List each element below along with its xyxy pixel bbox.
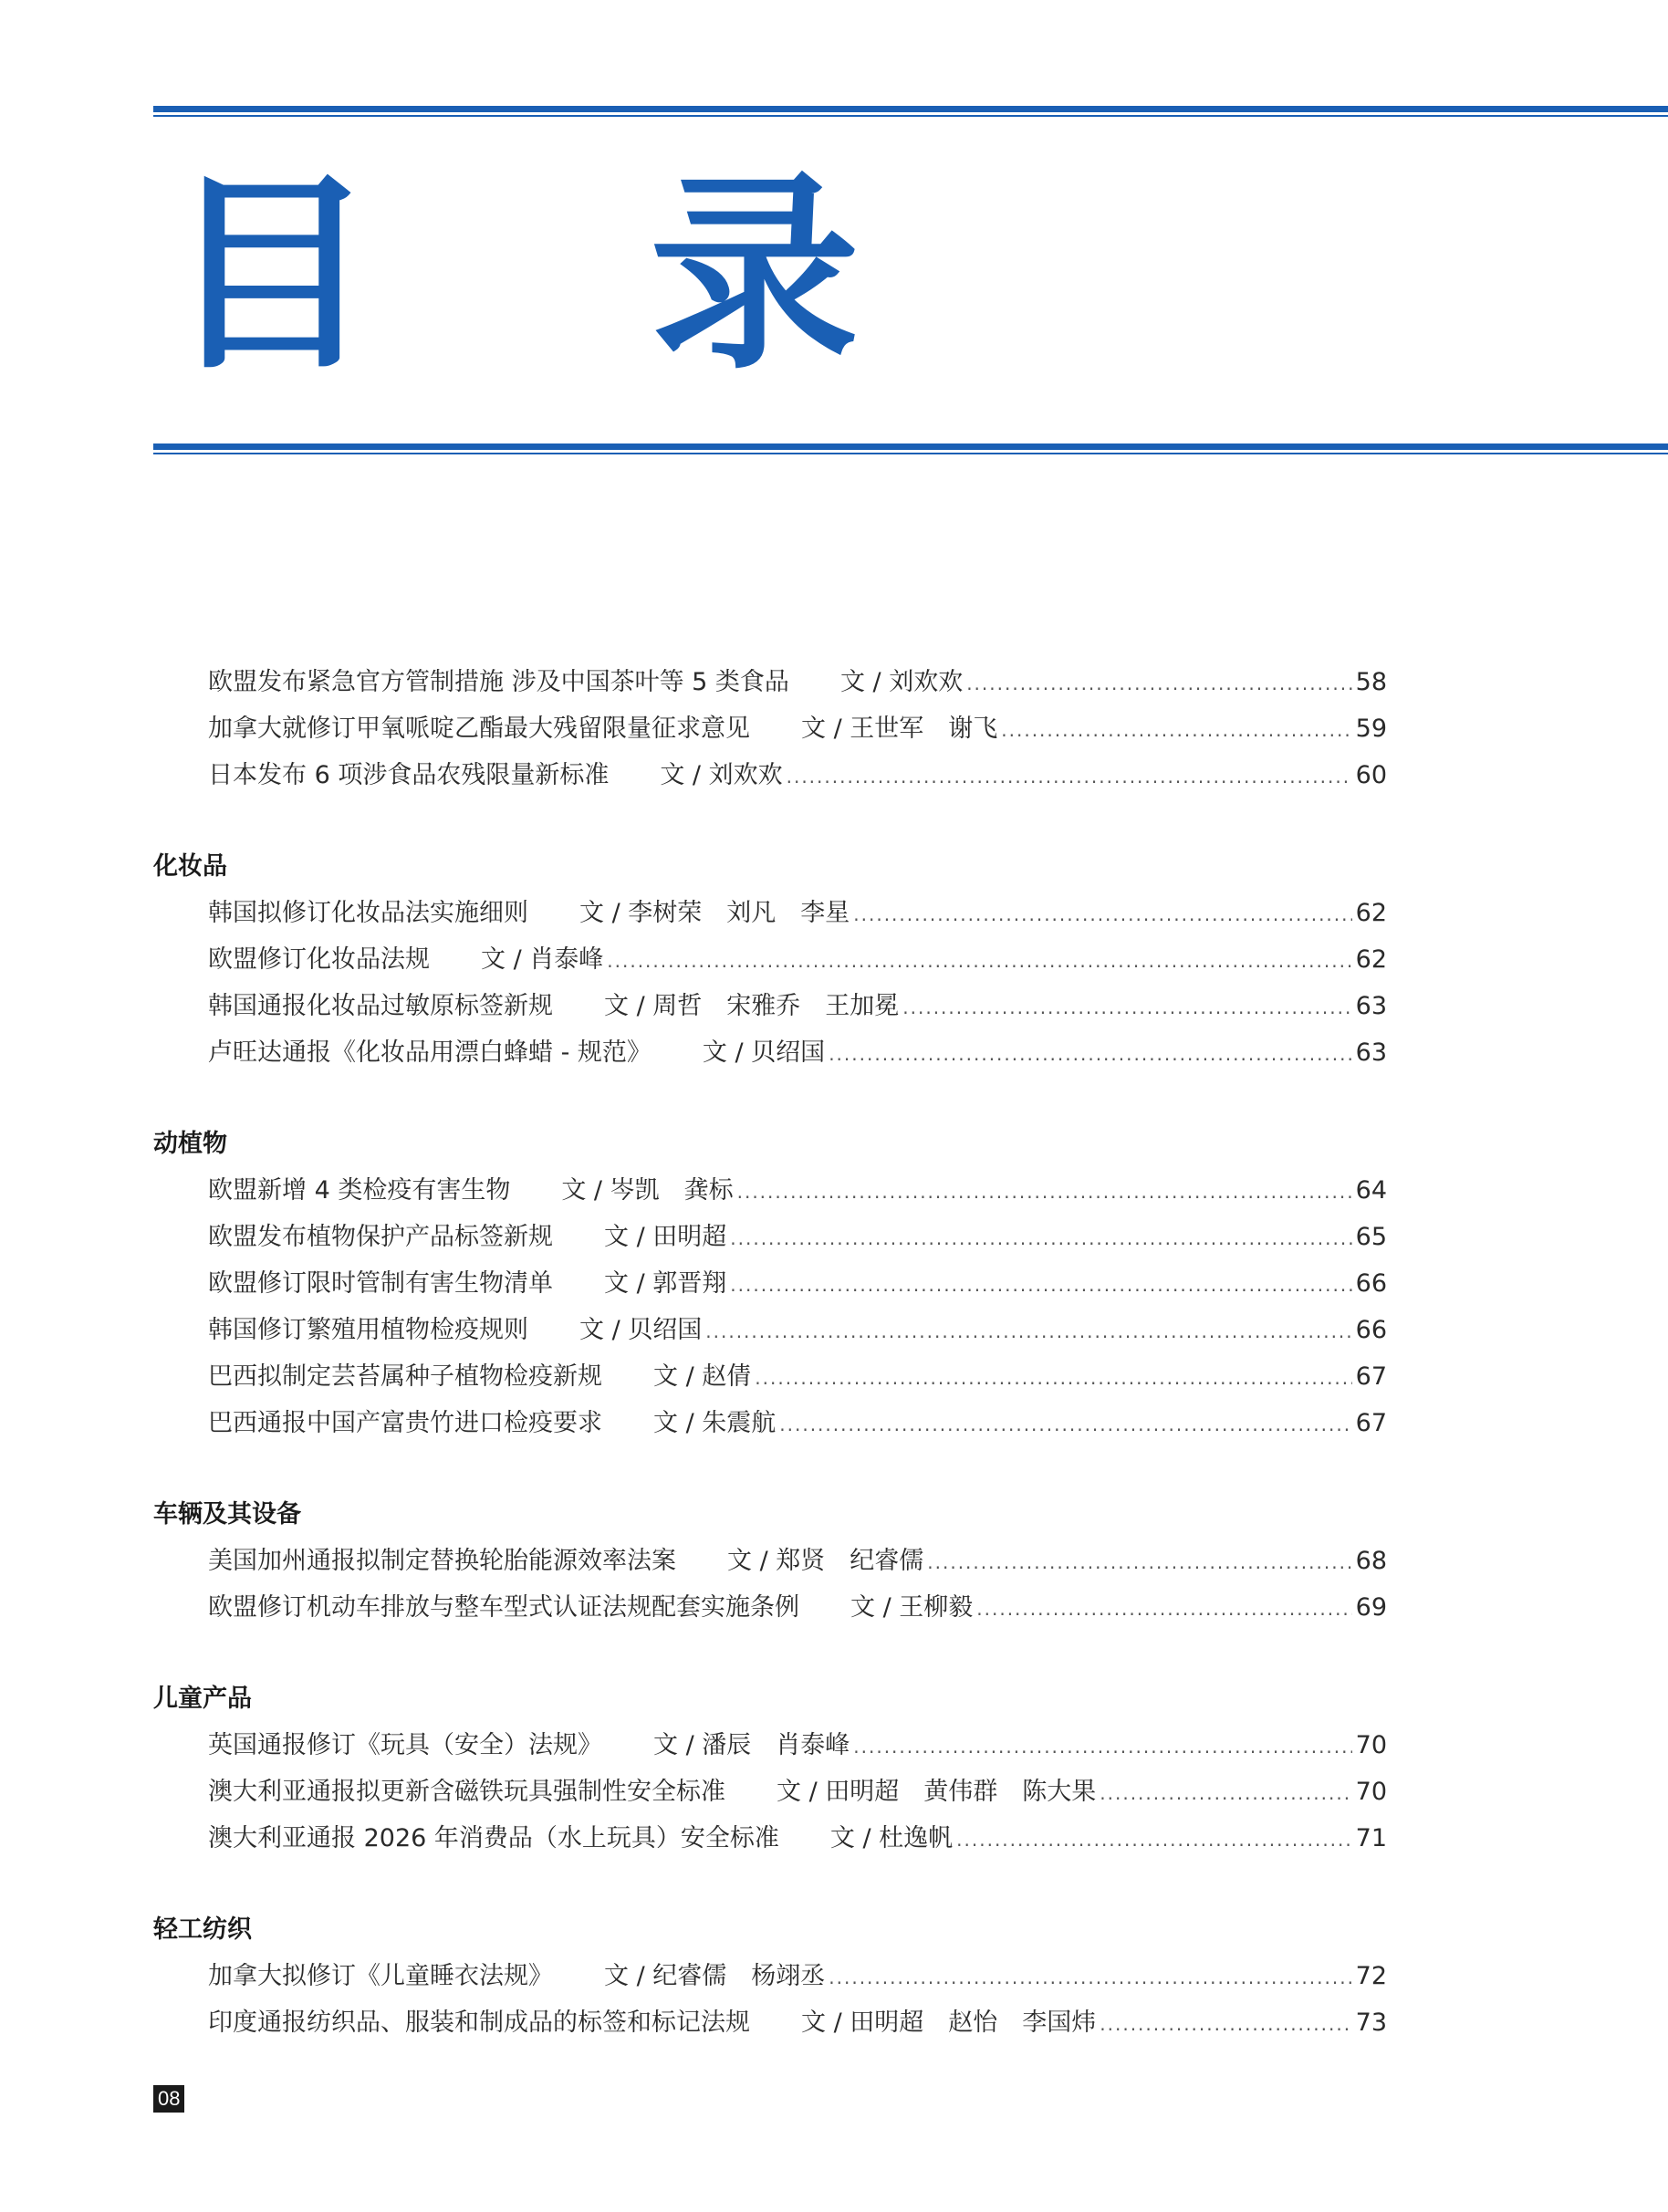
dot-leader: [705, 1309, 1351, 1355]
toc-entry[interactable]: [208, 1029, 1387, 1076]
dot-leader: [829, 1955, 1351, 2001]
dot-leader: [779, 1402, 1351, 1448]
entry-author: 文 / 王柳毅: [850, 1593, 974, 1622]
entry-author: 文 / 田明超 赵怡 李国炜: [801, 2009, 1097, 2037]
entry-author: 文 / 岑凯 龚标: [561, 1176, 734, 1205]
dot-leader: [787, 754, 1352, 800]
entry-title: 美国加州通报拟制定替换轮胎能源效率法案: [208, 1547, 676, 1575]
entry-author: 文 / 杜逸帆: [829, 1824, 954, 1852]
dot-leader: [1001, 707, 1351, 754]
entry-author: 文 / 田明超 黄伟群 陈大果: [777, 1778, 1097, 1806]
entry-page: 72: [1355, 1962, 1387, 1990]
toc-entry[interactable]: [208, 659, 1387, 705]
dot-leader: [1100, 1770, 1351, 1817]
entry-title: 巴西拟制定芸苔属种子植物检疫新规: [208, 1362, 602, 1391]
entry-title: 印度通报纺织品、服装和制成品的标签和标记法规: [208, 2009, 750, 2037]
toc-entry[interactable]: [208, 936, 1387, 983]
section-heading: 车辆及其设备: [153, 1500, 301, 1529]
dot-leader: [755, 1355, 1351, 1402]
toc-entry[interactable]: [208, 1400, 1387, 1446]
toc-entry[interactable]: [208, 1353, 1387, 1400]
dot-leader: [730, 1216, 1351, 1262]
dot-leader: [927, 1539, 1351, 1586]
section-heading: 化妆品: [153, 852, 227, 881]
entry-page: 67: [1355, 1409, 1387, 1437]
entry-page: 73: [1355, 2009, 1387, 2037]
entry-page: 70: [1355, 1731, 1387, 1759]
entry-page: 63: [1355, 992, 1387, 1020]
entry-page: 64: [1355, 1176, 1387, 1205]
section-heading: 轻工纺织: [153, 1915, 252, 1944]
entry-title: 巴西通报中国产富贵竹进口检疫要求: [208, 1409, 602, 1437]
entry-title: 欧盟发布植物保护产品标签新规: [208, 1223, 553, 1251]
dot-leader: [976, 1586, 1351, 1633]
entry-title: 欧盟新增 4 类检疫有害生物: [208, 1176, 511, 1205]
entry-author: 文 / 王世军 谢飞: [801, 715, 998, 743]
entry-title: 加拿大就修订甲氧哌啶乙酯最大残留限量征求意见: [208, 715, 750, 743]
entry-page: 69: [1355, 1593, 1387, 1622]
entry-page: 68: [1355, 1547, 1387, 1575]
section-heading: 儿童产品: [153, 1685, 252, 1713]
dot-leader: [737, 1169, 1352, 1216]
entry-author: 文 / 周哲 宋雅乔 王加冕: [604, 992, 900, 1020]
toc-entry[interactable]: [208, 983, 1387, 1029]
entry-author: 文 / 刘欢欢: [660, 761, 783, 789]
toc-entry[interactable]: [208, 890, 1387, 936]
entry-author: 文 / 肖泰峰: [481, 945, 604, 974]
toc-entry[interactable]: [208, 752, 1387, 798]
toc-entry[interactable]: [208, 1815, 1387, 1862]
toc-entry[interactable]: [208, 1167, 1387, 1214]
toc-entry[interactable]: [208, 1538, 1387, 1584]
toc-entry[interactable]: [208, 1722, 1387, 1769]
entry-author: 文 / 赵倩: [653, 1362, 752, 1391]
entry-page: 60: [1355, 761, 1387, 789]
top-double-rule: [153, 106, 1668, 117]
entry-page: 65: [1355, 1223, 1387, 1251]
entry-title: 韩国拟修订化妆品法实施细则: [208, 899, 528, 927]
toc-section: [153, 1122, 1387, 1446]
entry-title: 英国通报修订《玩具（安全）法规》: [208, 1731, 602, 1759]
toc-entry[interactable]: [208, 1999, 1387, 2046]
entry-page: 63: [1355, 1038, 1387, 1067]
bottom-double-rule: [153, 443, 1668, 454]
toc-entry[interactable]: [208, 705, 1387, 752]
entry-author: 文 / 纪睿儒 杨翊丞: [604, 1962, 826, 1990]
dot-leader: [902, 985, 1351, 1031]
dot-leader: [829, 1031, 1351, 1078]
entry-author: 文 / 刘欢欢: [839, 668, 964, 696]
entry-title: 加拿大拟修订《儿童睡衣法规》: [208, 1962, 553, 1990]
entry-author: 文 / 郭晋翔: [604, 1269, 727, 1298]
entry-title: 韩国修订繁殖用植物检疫规则: [208, 1316, 528, 1344]
entry-author: 文 / 潘辰 肖泰峰: [653, 1731, 850, 1759]
entry-author: 文 / 贝绍国: [702, 1038, 826, 1067]
toc-entry[interactable]: [208, 1214, 1387, 1260]
page-title: 目 录: [166, 154, 961, 398]
entry-title: 日本发布 6 项涉食品农残限量新标准: [208, 761, 610, 789]
entry-author: 文 / 朱震航: [653, 1409, 777, 1437]
entry-title: 澳大利亚通报 2026 年消费品（水上玩具）安全标准: [208, 1824, 779, 1852]
entry-page: 71: [1355, 1824, 1387, 1852]
dot-leader: [853, 892, 1351, 938]
section-heading: 动植物: [153, 1130, 227, 1158]
entry-title: 欧盟修订机动车排放与整车型式认证法规配套实施条例: [208, 1593, 799, 1622]
dot-leader: [966, 661, 1351, 707]
entry-title: 欧盟修订化妆品法规: [208, 945, 430, 974]
toc-section: [153, 844, 1387, 1076]
dot-leader: [853, 1724, 1351, 1770]
entry-page: 66: [1355, 1316, 1387, 1344]
entry-page: 62: [1355, 899, 1387, 927]
entry-page: 62: [1355, 945, 1387, 974]
entry-title: 卢旺达通报《化妆品用漂白蜂蜡 - 规范》: [208, 1038, 652, 1067]
entry-title: 欧盟发布紧急官方管制措施 涉及中国茶叶等 5 类食品: [208, 668, 789, 696]
dot-leader: [730, 1262, 1351, 1309]
toc-section: [153, 1492, 1387, 1631]
dot-leader: [956, 1817, 1351, 1863]
toc-entry[interactable]: [208, 1769, 1387, 1815]
entry-author: 文 / 李树荣 刘凡 李星: [579, 899, 850, 927]
entry-title: 韩国通报化妆品过敏原标签新规: [208, 992, 553, 1020]
dot-leader: [1100, 2001, 1351, 2048]
entry-page: 58: [1355, 668, 1387, 696]
page-number: 08: [153, 2085, 184, 2113]
entry-author: 文 / 贝绍国: [579, 1316, 703, 1344]
entry-author: 文 / 田明超: [604, 1223, 727, 1251]
dot-leader: [607, 938, 1351, 985]
entry-page: 59: [1355, 715, 1387, 743]
table-of-contents: [153, 659, 1387, 2092]
entry-author: 文 / 郑贤 纪睿儒: [727, 1547, 924, 1575]
entry-page: 67: [1355, 1362, 1387, 1391]
entry-title: 欧盟修订限时管制有害生物清单: [208, 1269, 553, 1298]
toc-section: [153, 659, 1387, 798]
toc-entry[interactable]: [208, 1953, 1387, 1999]
toc-section: [153, 1907, 1387, 2046]
toc-section: [153, 1676, 1387, 1862]
toc-entry[interactable]: [208, 1307, 1387, 1353]
entry-page: 66: [1355, 1269, 1387, 1298]
entry-title: 澳大利亚通报拟更新含磁铁玩具强制性安全标准: [208, 1778, 725, 1806]
entry-page: 70: [1355, 1778, 1387, 1806]
toc-entry[interactable]: [208, 1260, 1387, 1307]
toc-entry[interactable]: [208, 1584, 1387, 1631]
